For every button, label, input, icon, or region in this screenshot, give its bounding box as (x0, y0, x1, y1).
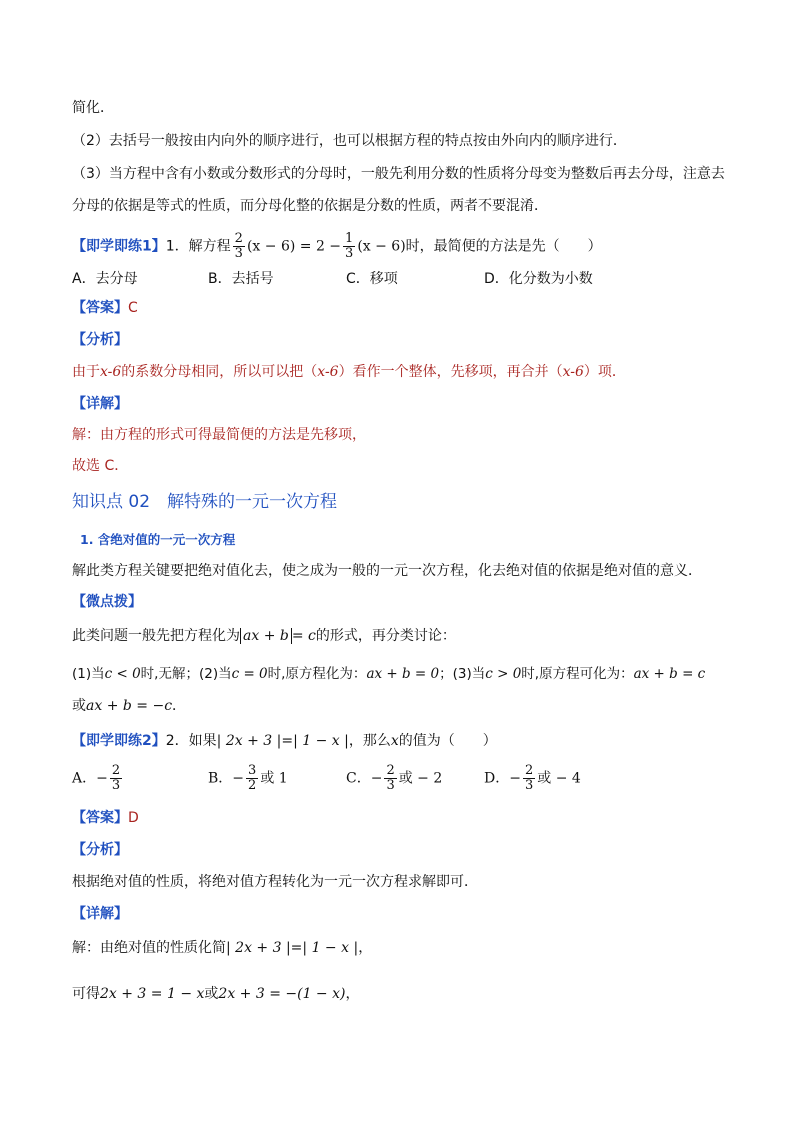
practice-tag: 【即学即练1】 (72, 238, 166, 255)
text-line: 简化． (72, 100, 114, 116)
answer-value: C (128, 300, 138, 316)
question-2-stem: 【即学即练2】2．如果| 2x + 3 |=| 1 − x |，那么x的值为（ ） (72, 733, 497, 749)
equation-part: (x − 6) = 2 − (246, 238, 342, 255)
section-title: 知识点 02 解特殊的一元一次方程 (72, 492, 338, 512)
question-prefix: 1．解方程 (165, 238, 231, 255)
tip-label: 【微点拨】 (72, 594, 142, 610)
option-d: D．化分数为小数 (484, 271, 593, 287)
question-suffix: 时，最简便的方法是先（ ） (405, 238, 602, 255)
detail-line: 解：由方程的形式可得最简便的方法是先移项， (72, 427, 366, 443)
answer-line (72, 298, 138, 318)
fraction: $\frac{2}{3}$ (234, 231, 243, 261)
detail-line: 可得2x + 3 = 1 − x或2x + 3 = −(1 − x)， (72, 986, 360, 1002)
section-subtitle: 1. 含绝对值的一元一次方程 (80, 532, 236, 547)
text-line: （3）当方程中含有小数或分数形式的分母时，一般先利用分数的性质将分母变为整数后再去分母，注意去 (72, 166, 725, 182)
fraction: $\frac{1}{3}$ (345, 231, 354, 261)
analysis-text: 根据绝对值的性质，将绝对值方程转化为一元一次方程求解即可． (72, 874, 478, 890)
text-line: 分母的依据是等式的性质，而分母化整的依据是分数的性质，两者不要混淆． (72, 198, 548, 214)
analysis-label: 【分析】 (72, 842, 128, 858)
case-line: 或ax + b = −c． (72, 698, 187, 714)
option-c: C．− $\frac{2}{3}$ 或 − 2 (346, 763, 443, 793)
equation-part: (x − 6) (357, 238, 406, 255)
detail-label: 【详解】 (72, 396, 128, 412)
case-line: (1)当c < 0时,无解；(2)当c = 0时,原方程化为：ax + b = 0；(3)当c > 0时,原方程可化为：ax + b = c (72, 666, 706, 682)
detail-line: 故选 C． (72, 458, 129, 474)
practice-tag: 【即学即练2】 (72, 733, 166, 749)
answer-label: 【答案】 (72, 300, 128, 316)
question-1-stem (72, 232, 602, 261)
option-a: A．去分母 (72, 271, 138, 287)
option-c: C．移项 (346, 271, 398, 287)
answer-value: D (128, 810, 139, 826)
answer-line: 【答案】D (72, 810, 139, 826)
detail-label: 【详解】 (72, 906, 128, 922)
tip-line: 此类问题一般先把方程化为 ax + b = c的形式，再分类讨论： (72, 628, 456, 644)
analysis-label: 【分析】 (72, 332, 128, 348)
option-b: B．− $\frac{3}{2}$ 或 1 (208, 763, 288, 793)
section-intro: 解此类方程关键要把绝对值化去，使之成为一般的一元一次方程，化去绝对值的依据是绝对值的意义． (72, 563, 702, 579)
analysis-text: 由于x-6的系数分母相同，所以可以把（x-6）看作一个整体，先移项，再合并（x-6）项． (72, 364, 626, 380)
option-a: A．− $\frac{2}{3}$ (72, 763, 121, 793)
text-line: （2）去括号一般按由内向外的顺序进行，也可以根据方程的特点按由外向内的顺序进行． (72, 133, 627, 149)
option-b: B．去括号 (208, 271, 274, 287)
option-d: D．− $\frac{2}{3}$ 或 − 4 (484, 763, 581, 793)
detail-line: 解：由绝对值的性质化简| 2x + 3 |=| 1 − x |， (72, 940, 373, 956)
